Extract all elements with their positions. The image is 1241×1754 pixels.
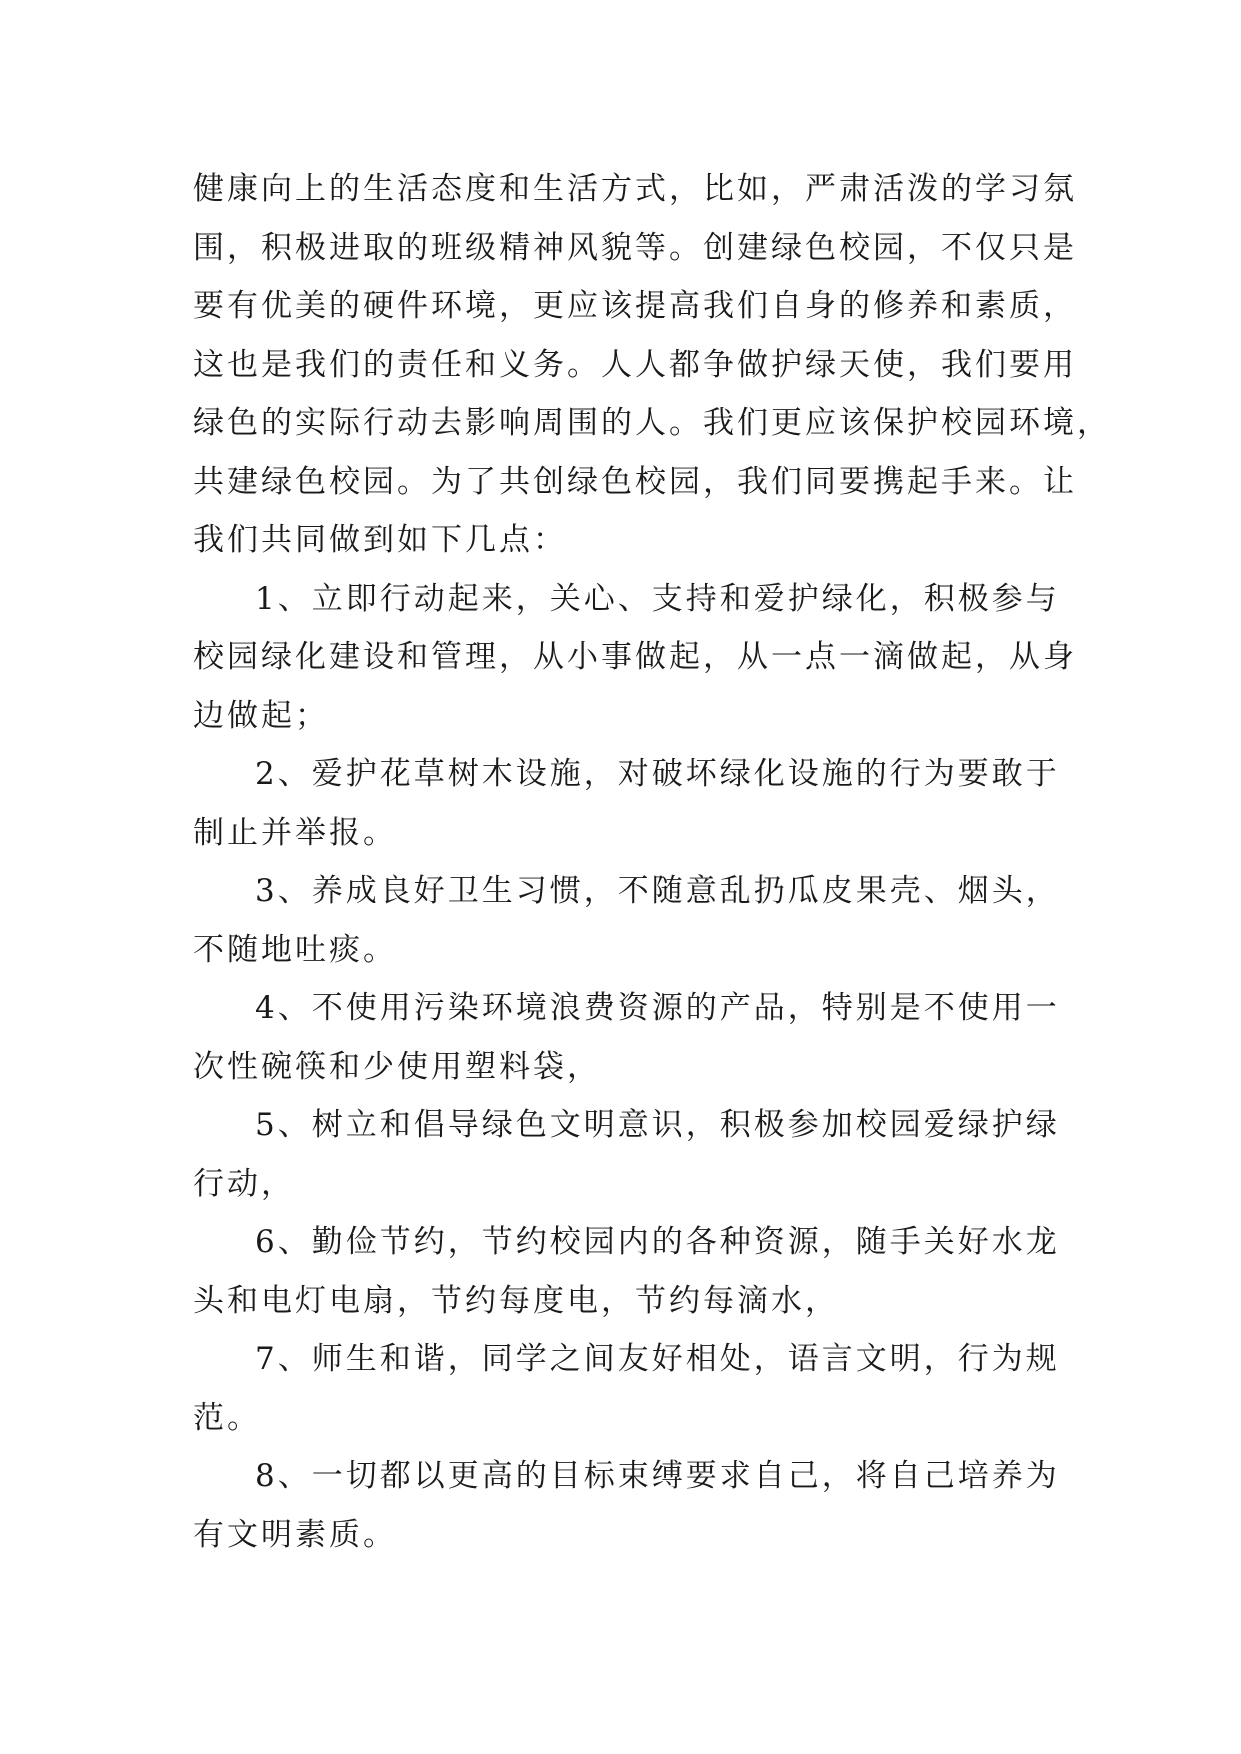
text-line: 围，积极进取的班级精神风貌等。创建绿色校园，不仅只是 bbox=[193, 229, 1077, 266]
text-line: 边做起； bbox=[193, 697, 329, 734]
text-line: 次性碗筷和少使用塑料袋， bbox=[193, 1048, 601, 1085]
text-line: 范。 bbox=[193, 1399, 261, 1436]
text-line: 行动， bbox=[193, 1165, 295, 1202]
text-line: 制止并举报。 bbox=[193, 814, 397, 851]
text-line: 绿色的实际行动去影响周围的人。我们更应该保护校园环境， bbox=[193, 405, 1111, 441]
list-item-4-line: 4、不使用污染环境浪费资源的产品，特别是不使用一 bbox=[255, 990, 1060, 1026]
list-item-2-line: 2、爱护花草树木设施，对破坏绿化设施的行为要敢于 bbox=[255, 756, 1060, 792]
list-item-6-line: 6、勤俭节约，节约校园内的各种资源，随手关好水龙 bbox=[255, 1224, 1060, 1260]
list-item-8-line: 8、一切都以更高的目标束缚要求自己，将自己培养为 bbox=[255, 1458, 1060, 1494]
text-line: 不随地吐痰。 bbox=[193, 931, 397, 968]
text-line: 有文明素质。 bbox=[193, 1516, 397, 1553]
list-item-5-line: 5、树立和倡导绿色文明意识，积极参加校园爱绿护绿 bbox=[255, 1107, 1060, 1143]
text-line: 健康向上的生活态度和生活方式，比如，严肃活泼的学习氛 bbox=[193, 171, 1077, 207]
text-line: 这也是我们的责任和义务。人人都争做护绿天使，我们要用 bbox=[193, 346, 1077, 383]
text-line: 头和电灯电扇，节约每度电，节约每滴水， bbox=[193, 1282, 839, 1319]
list-item-3-line: 3、养成良好卫生习惯，不随意乱扔瓜皮果壳、烟头， bbox=[255, 873, 1060, 909]
text-line: 我们共同做到如下几点： bbox=[193, 522, 567, 558]
text-line: 要有优美的硬件环境，更应该提高我们自身的修养和素质， bbox=[193, 288, 1077, 324]
document-body bbox=[193, 160, 1111, 1564]
list-item-7-line: 7、师生和谐，同学之间友好相处，语言文明，行为规 bbox=[255, 1341, 1060, 1377]
text-line: 校园绿化建设和管理，从小事做起，从一点一滴做起，从身 bbox=[193, 639, 1077, 675]
list-item-1-line: 1、立即行动起来，关心、支持和爱护绿化，积极参与 bbox=[255, 580, 1060, 617]
text-line: 共建绿色校园。为了共创绿色校园，我们同要携起手来。让 bbox=[193, 463, 1077, 500]
